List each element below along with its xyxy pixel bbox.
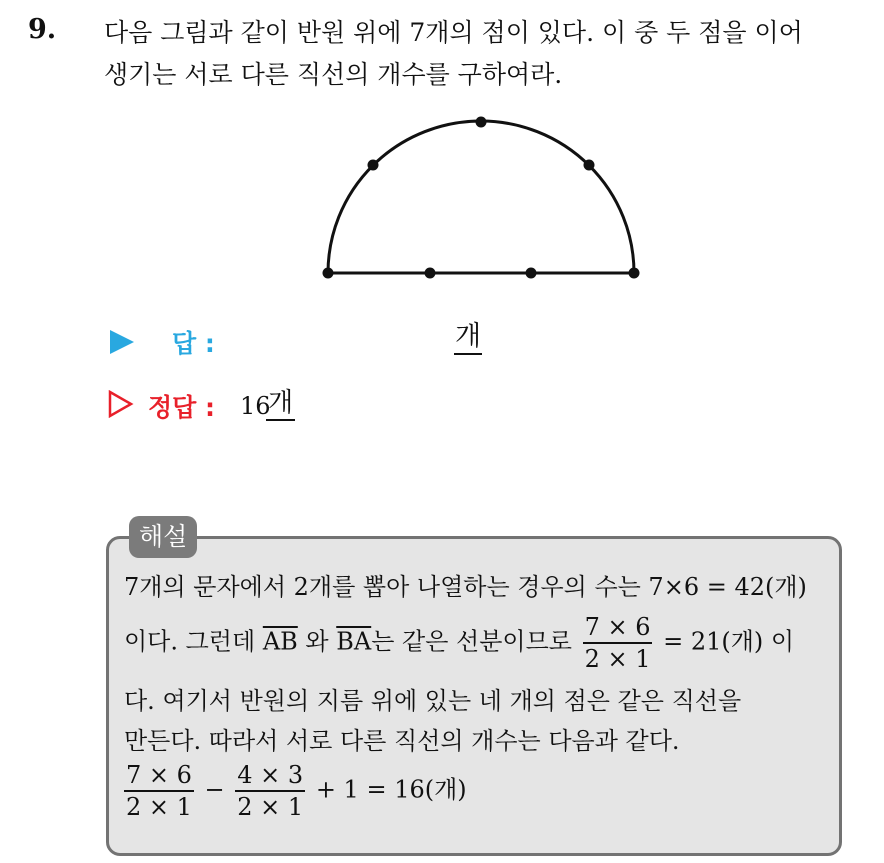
fraction — [583, 612, 653, 674]
minus-sign: − — [196, 775, 233, 804]
semicircle-arc — [328, 121, 634, 273]
fraction-denominator: 2 × 1 — [235, 790, 305, 822]
semicircle-figure — [316, 108, 646, 288]
question-line-1: 다음 그림과 같이 반원 위에 7개의 점이 있다. 이 중 두 점을 이어 — [104, 18, 803, 47]
fraction-denominator: 2 × 1 — [124, 790, 194, 822]
explanation-text-part: = 21(개) 이 — [655, 627, 795, 656]
explanation-line-2 — [124, 612, 794, 674]
point — [526, 268, 537, 279]
point — [476, 117, 487, 128]
question-number: 9. — [28, 14, 57, 45]
answer-row — [110, 321, 610, 360]
explanation-tab: 해설 — [129, 516, 197, 558]
explanation-line-4: 만든다. 따라서 서로 다른 직선의 개수는 다음과 같다. — [124, 727, 680, 755]
explanation-line-1: 7개의 문자에서 2개를 뽑아 나열하는 경우의 수는 7×6 = 42(개) — [124, 573, 807, 601]
fraction-denominator: 2 × 1 — [583, 642, 653, 674]
fraction — [235, 760, 305, 822]
point — [323, 268, 334, 279]
explanation-line-5 — [124, 760, 467, 822]
explanation-text-part: 는 같은 선분이므로 — [371, 627, 580, 656]
solution-arrow-icon — [108, 390, 134, 418]
solution-row — [108, 388, 608, 428]
explanation-text-part: 이다. 그런데 — [124, 627, 263, 656]
fraction-numerator: 4 × 3 — [237, 761, 304, 789]
answer-label: 답 : — [172, 329, 215, 358]
answer-arrow-icon — [110, 330, 134, 354]
explanation-text-part: 와 — [297, 627, 337, 656]
explanation-text-part: + 1 = 16(개) — [308, 775, 467, 804]
segment-ba: $\overline{BA}$ — [336, 627, 372, 656]
solution-label: 정답 : — [148, 393, 216, 422]
solution-unit: 개 — [266, 388, 295, 421]
fraction — [124, 760, 194, 822]
point — [368, 160, 379, 171]
explanation-line-3: 다. 여기서 반원의 지름 위에 있는 네 개의 점은 같은 직선을 — [124, 687, 742, 715]
solution-value: 16 — [240, 392, 271, 420]
answer-blank[interactable]: 개 — [454, 322, 482, 355]
question-line-2: 생기는 서로 다른 직선의 개수를 구하여라. — [104, 60, 563, 89]
point — [629, 268, 640, 279]
point — [584, 160, 595, 171]
point — [425, 268, 436, 279]
segment-ab: $\overline{AB}$ — [262, 627, 298, 656]
question-text — [104, 12, 874, 96]
fraction-numerator: 7 × 6 — [584, 613, 651, 641]
fraction-numerator: 7 × 6 — [126, 761, 192, 789]
